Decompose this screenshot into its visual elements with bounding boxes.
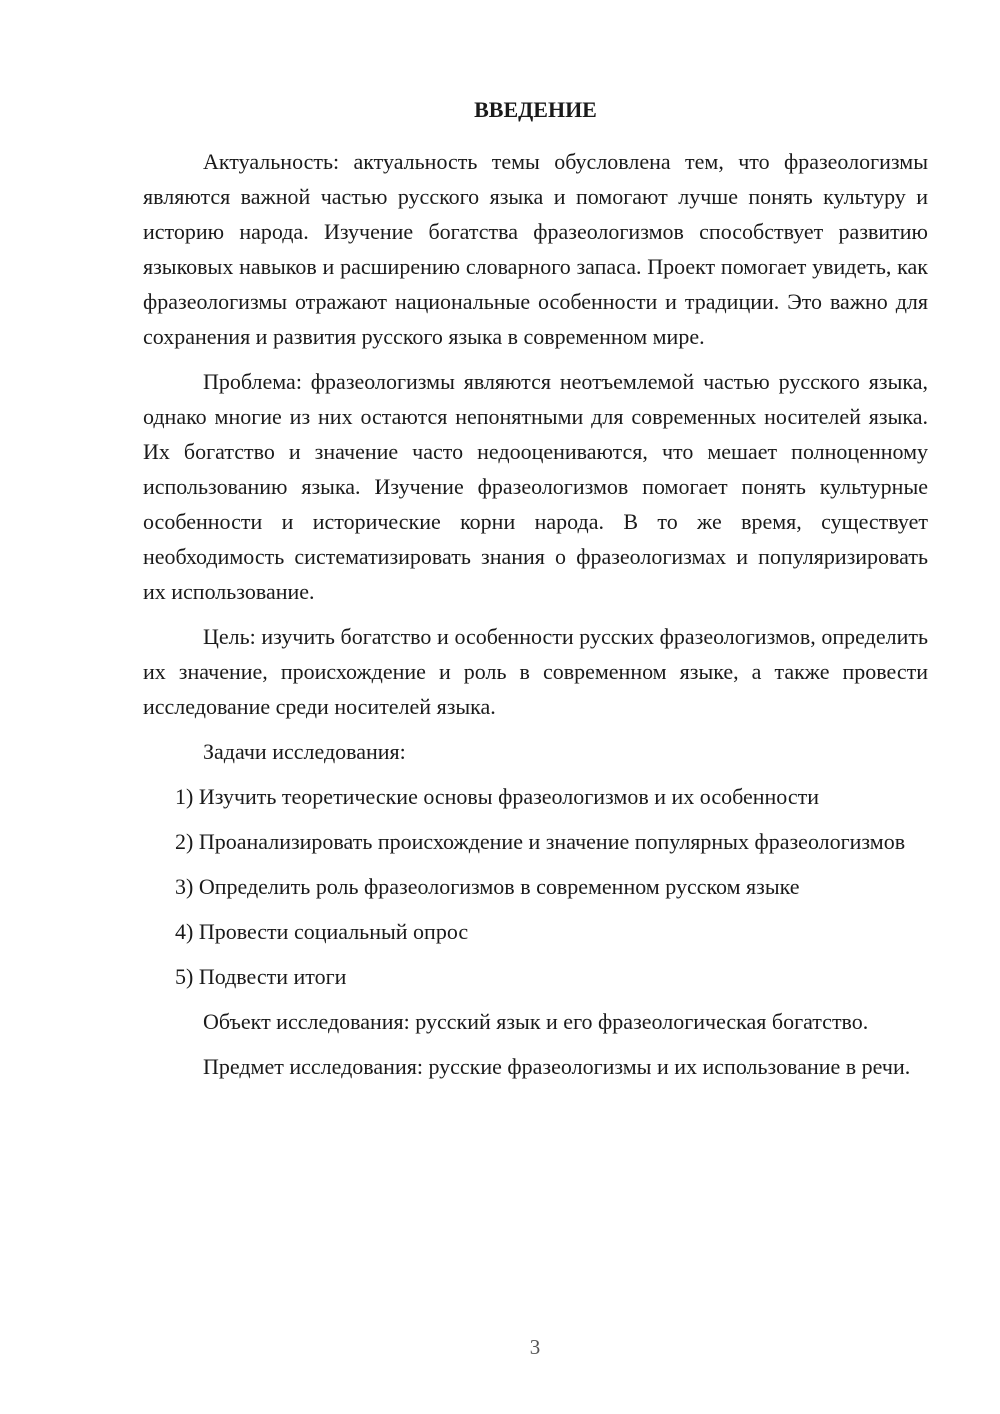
- tasks-heading: Задачи исследования:: [203, 739, 406, 764]
- page-number: 3: [529, 1335, 541, 1359]
- page-title: ВВЕДЕНИЕ: [474, 97, 597, 122]
- task-item-1: 1) Изучить теоретические основы фразеологизмов и их особенности: [175, 784, 820, 809]
- paragraph-goal: Цель: изучить богатство и особенности русских фразеологизмов, определить их значение, происхождение и роль в современном языке, а также провести исследование среди носителей языка.: [143, 624, 928, 719]
- task-item-2: 2) Проанализировать происхождение и значение популярных фразеологизмов: [175, 829, 906, 854]
- paragraph-relevance: Актуальность: актуальность темы обусловлена тем, что фразеологизмы являются важной частью русского языка и помогают лучше понять культуру и историю народа. Изучение богатства фразеологизмов способствует развитию языковых навыков и расширению словарного запаса. Проект помогает увидеть, как фразеологизмы отражают национальные особенности и традиции. Это важно для сохранения и развития русского языка в современном мире.: [143, 149, 928, 349]
- paragraph-subject: Предмет исследования: русские фразеологизмы и их использование в речи.: [203, 1054, 911, 1079]
- task-item-5: 5) Подвести итоги: [175, 964, 347, 989]
- document-body: [143, 144, 928, 1094]
- paragraph-object: Объект исследования: русский язык и его фразеологическая богатство.: [203, 1009, 869, 1034]
- task-item-3: 3) Определить роль фразеологизмов в современном русском языке: [175, 874, 800, 899]
- task-item-4: 4) Провести социальный опрос: [175, 919, 469, 944]
- paragraph-problem: Проблема: фразеологизмы являются неотъемлемой частью русского языка, однако многие из них остаются непонятными для современных носителей языка. Их богатство и значение часто недооцениваются, что мешает полноценному использованию языка. Изучение фразеологизмов помогает понять культурные особенности и исторические корни народа. В то же время, существует необходимость систематизировать знания о фразеологизмах и популяризировать их использование.: [143, 369, 928, 604]
